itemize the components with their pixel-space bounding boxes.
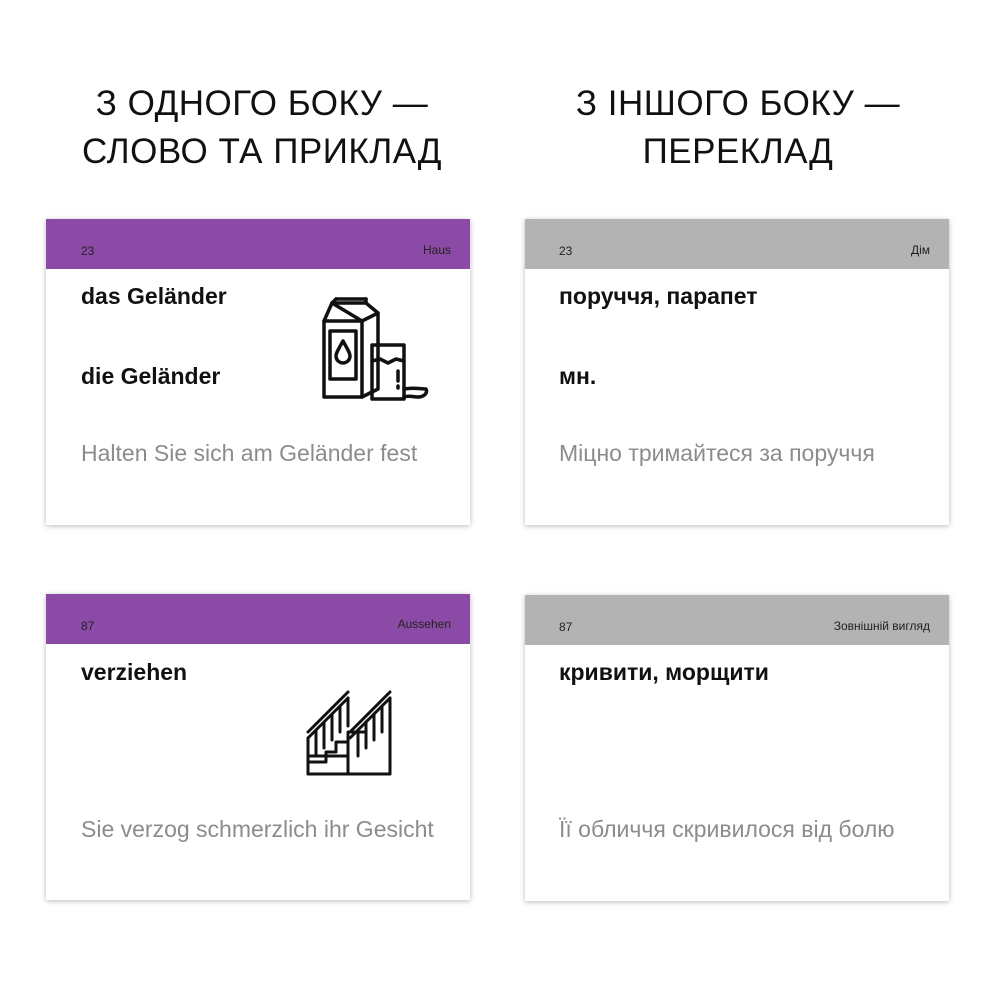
card-plural: мн. <box>559 363 597 389</box>
card-word: кривити, морщити <box>559 659 769 685</box>
card-word: das Geländer <box>81 283 227 309</box>
card-category: Дім <box>910 243 930 257</box>
card-category: Haus <box>422 243 451 257</box>
heading-translation: З ІНШОГО БОКУ — ПЕРЕКЛАД <box>575 84 901 171</box>
card-header <box>525 595 949 645</box>
card-header <box>46 219 470 269</box>
card-header <box>525 219 949 269</box>
card-plural: die Geländer <box>81 363 221 389</box>
flashcard-ukrainian-87 <box>525 595 949 901</box>
card-example: Halten Sie sich am Geländer fest <box>81 440 418 466</box>
card-number: 87 <box>81 619 95 633</box>
flashcard-ukrainian-23 <box>525 219 949 525</box>
card-example: Міцно тримайтеся за поруччя <box>559 440 875 466</box>
card-number: 23 <box>559 244 573 258</box>
milk-carton-glass-icon <box>320 297 438 409</box>
card-word: поруччя, парапет <box>559 283 758 309</box>
card-category: Зовнішній вигляд <box>833 619 930 633</box>
card-header <box>46 594 470 644</box>
card-example: Sie verzog schmerzlich ihr Gesicht <box>81 816 434 842</box>
card-category: Aussehen <box>397 617 451 631</box>
heading-word-and-example: З ОДНОГО БОКУ — СЛОВО ТА ПРИКЛАД <box>82 84 442 171</box>
card-word: verziehen <box>81 659 188 685</box>
flashcard-german-87 <box>46 594 470 900</box>
flashcard-german-23 <box>46 219 470 525</box>
card-number: 23 <box>81 244 95 258</box>
staircase-railing-icon <box>304 686 396 776</box>
card-example: Її обличчя скривилося від болю <box>559 816 895 842</box>
card-number: 87 <box>559 620 573 634</box>
